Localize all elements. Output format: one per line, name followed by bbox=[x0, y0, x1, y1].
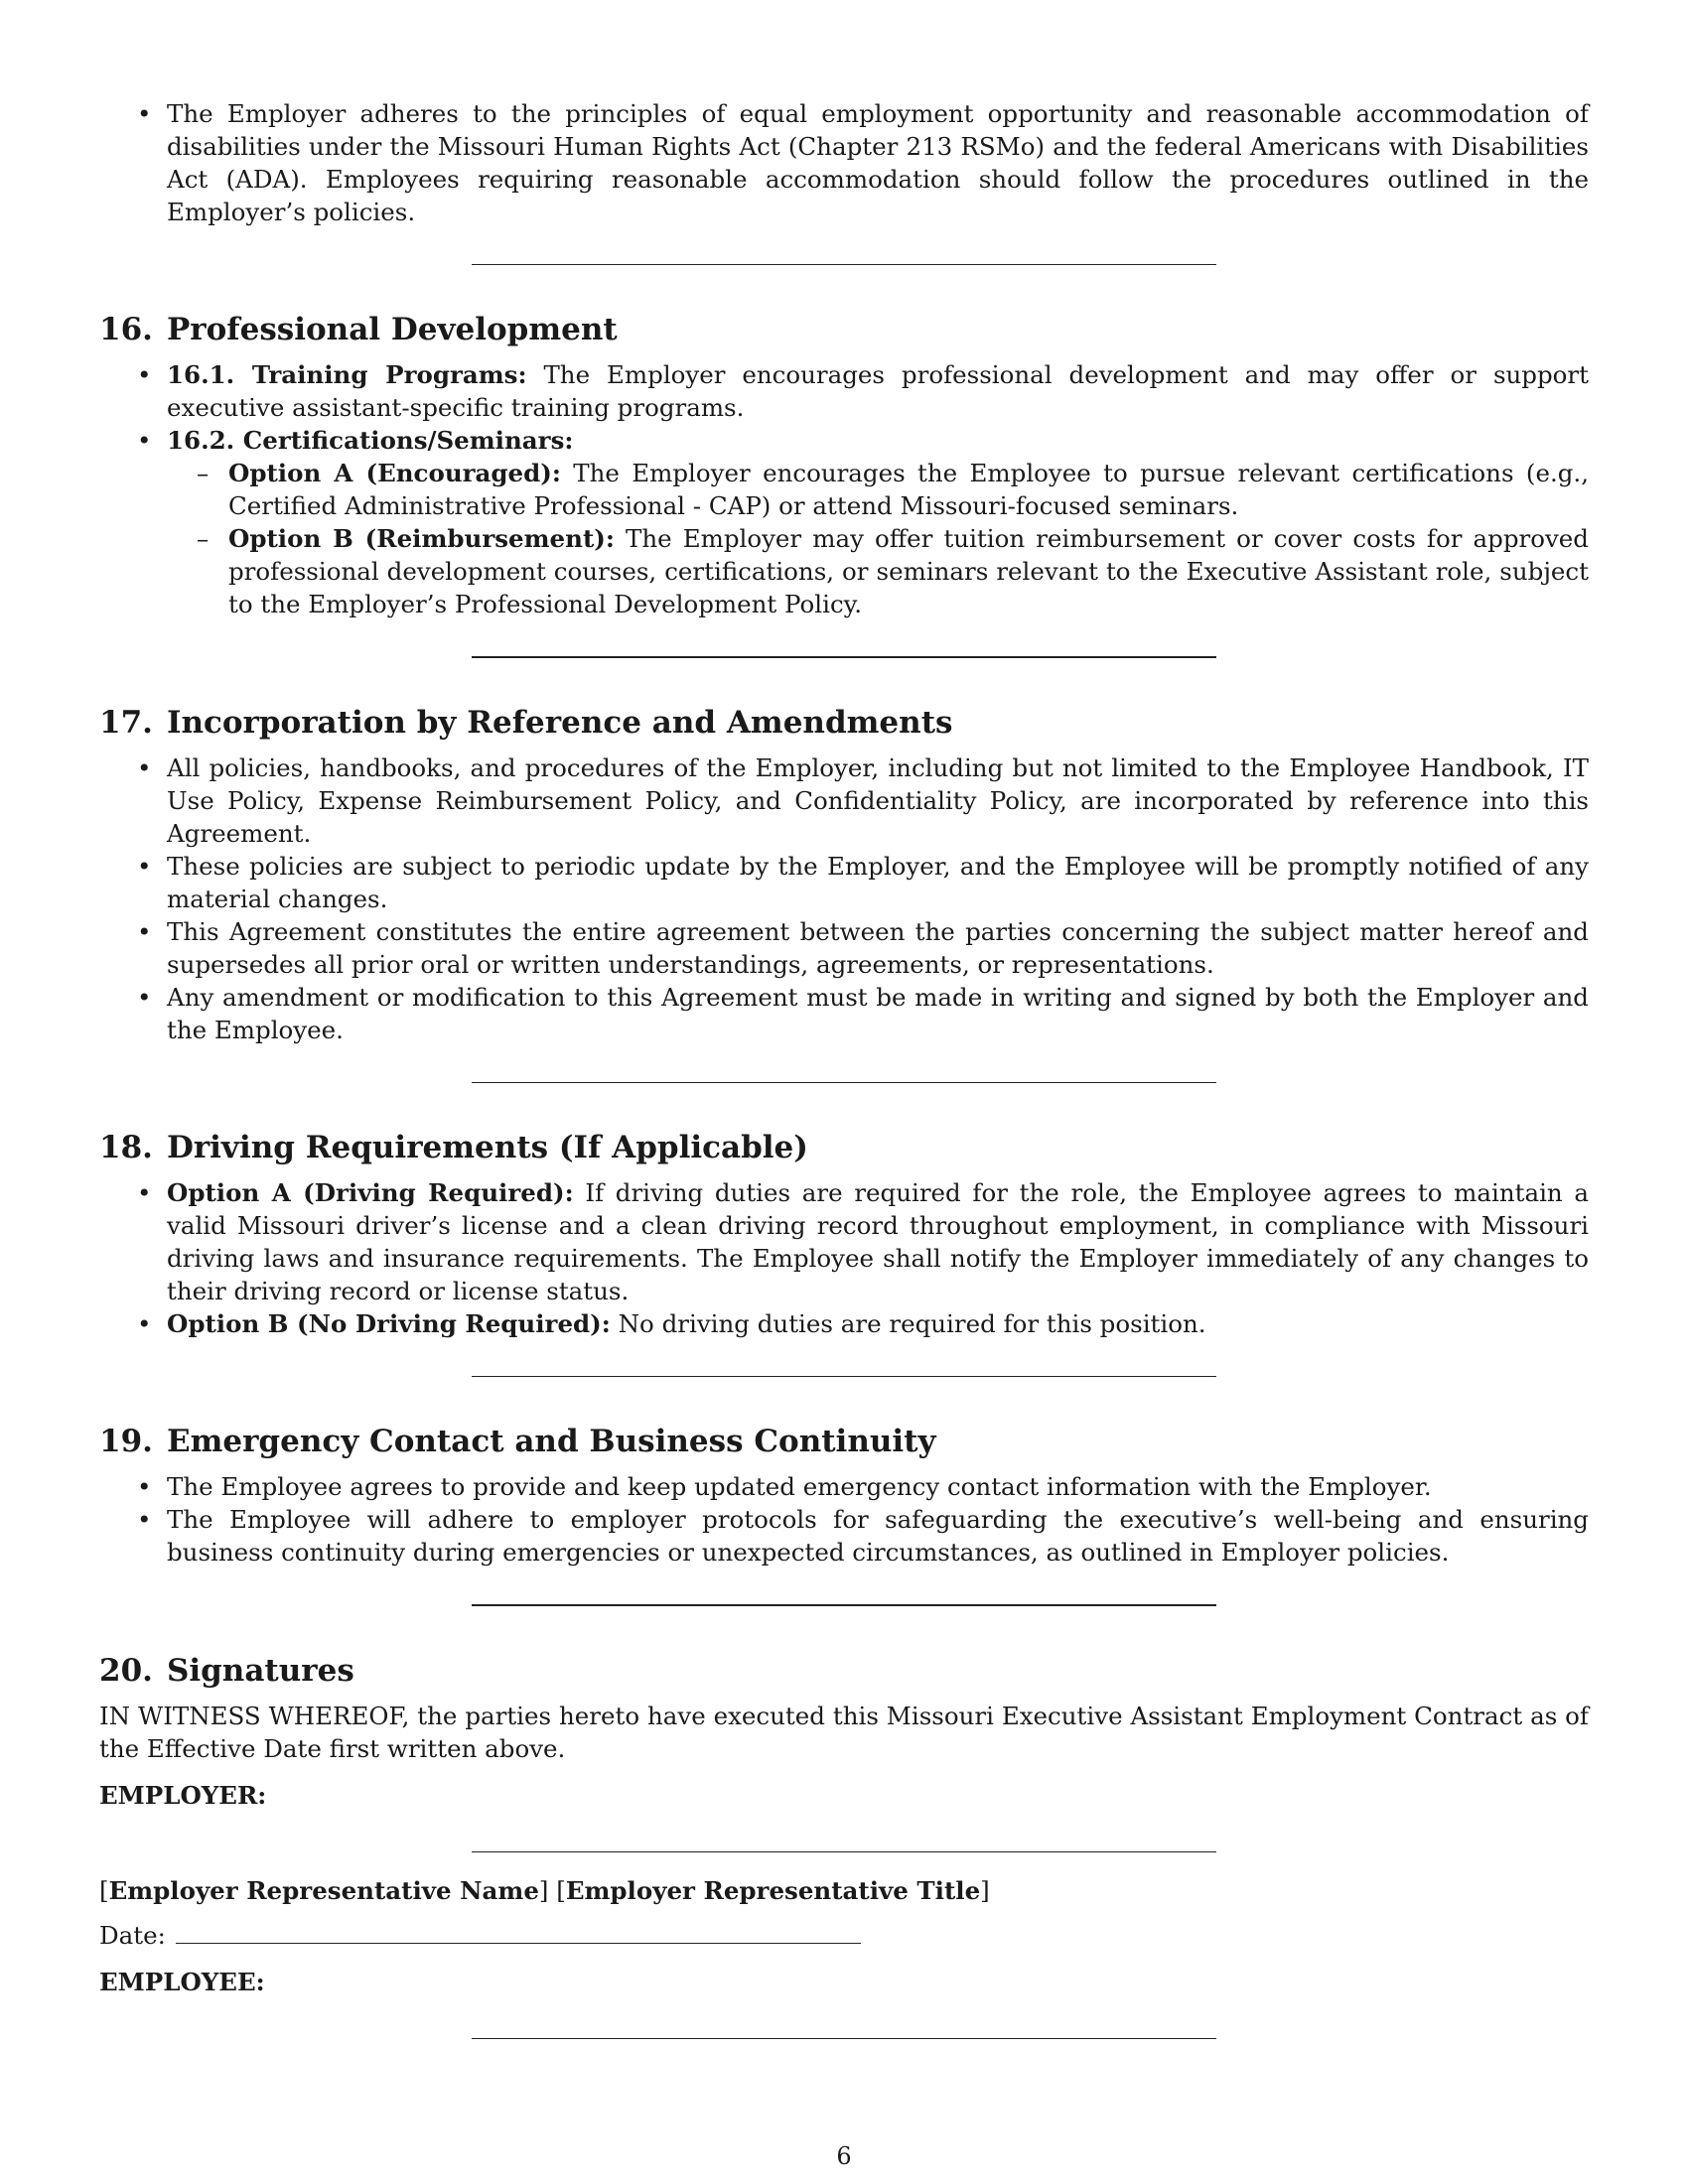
list-item: • This Agreement constitutes the entire agreement between the parties concerning the subject matter hereof and supersedes all prior oral or written understandings, agreements, or representations. bbox=[99, 915, 1589, 981]
list-item bbox=[99, 424, 1589, 620]
option-label: Option A (Driving Required): bbox=[167, 1178, 574, 1207]
section-title: Driving Requirements (If Applicable) bbox=[166, 1130, 808, 1165]
employee-signature-line[interactable] bbox=[472, 2038, 1216, 2039]
employer-representative bbox=[99, 1874, 1589, 1907]
section-number: 17. bbox=[99, 705, 153, 741]
sub-list-item bbox=[167, 457, 1589, 522]
sub-list bbox=[167, 457, 1589, 620]
section-20-heading bbox=[99, 1652, 1589, 1690]
bracket: ] [ bbox=[538, 1876, 566, 1905]
list-item: • All policies, handbooks, and procedures of the Employer, including but not limited to the Employee Handbook, IT Use Policy, Expense Reimbursement Policy, and Confidentiality Policy, are incorporated by reference into this Agreement. bbox=[99, 751, 1589, 850]
option-text: The Employer encourages the Employee to pursue relevant certifications (e.g., Certified Administrative Professional - CAP) or attend Missouri-focused seminars. bbox=[228, 459, 1589, 520]
sub-list-item bbox=[167, 522, 1589, 620]
section-number: 20. bbox=[99, 1653, 153, 1689]
representative-name-placeholder: Employer Representative Name bbox=[108, 1876, 539, 1905]
employer-signature-line[interactable] bbox=[472, 1851, 1216, 1852]
section-18-heading bbox=[99, 1129, 1589, 1166]
section-title: Incorporation by Reference and Amendments bbox=[166, 705, 953, 741]
list-item: • The Employee agrees to provide and keep updated emergency contact information with the Employer. bbox=[99, 1470, 1589, 1503]
section-17-heading bbox=[99, 704, 1589, 742]
section-17-list bbox=[99, 751, 1589, 1046]
list-item bbox=[99, 1307, 1589, 1340]
page-number: 6 bbox=[836, 2142, 852, 2170]
bracket: [ bbox=[99, 1876, 109, 1905]
option-label: Option A (Encouraged): bbox=[228, 459, 561, 487]
section-divider bbox=[472, 1604, 1216, 1606]
item-text: The Employer encourages professional development and may offer or support executive assistant-specific training programs. bbox=[167, 360, 1589, 422]
representative-title-placeholder: Employer Representative Title bbox=[565, 1876, 981, 1905]
section-title: Emergency Contact and Business Continuity bbox=[166, 1424, 936, 1459]
section-19-heading bbox=[99, 1423, 1589, 1460]
option-text: If driving duties are required for the role, the Employee agrees to maintain a valid Missouri driver’s license and a clean driving record throughout employment, in compliance with Missouri driving laws and insurance requirements. The Employee shall notify the Employer immediately of any changes to their driving record or license status. bbox=[167, 1178, 1589, 1305]
witness-paragraph: IN WITNESS WHEREOF, the parties hereto have executed this Missouri Executive Assistant Employment Contract as of the Effective Date first written above. bbox=[99, 1702, 1589, 1763]
option-text: No driving duties are required for this position. bbox=[610, 1309, 1206, 1338]
section-18-list bbox=[99, 1176, 1589, 1340]
list-item: • These policies are subject to periodic update by the Employer, and the Employee will be promptly notified of any material changes. bbox=[99, 850, 1589, 915]
document-page bbox=[99, 97, 1589, 2039]
list-item: • The Employee will adhere to employer protocols for safeguarding the executive’s well-being and ensuring business continuity during emergencies or unexpected circumstances, as outlined in Employer policies. bbox=[99, 1503, 1589, 1569]
intro-bullet: • The Employer adheres to the principles of equal employment opportunity and reasonable accommodation of disabilities under the Missouri Human Rights Act (Chapter 213 RSMo) and the federal Americans with Disabilities Act (ADA). Employees requiring reasonable accommodation should follow the procedures outlined in the Employer’s policies. bbox=[99, 97, 1589, 228]
section-number: 19. bbox=[99, 1424, 153, 1459]
intro-list bbox=[99, 97, 1589, 228]
employer-label: EMPLOYER: bbox=[99, 1781, 267, 1810]
date-line[interactable] bbox=[176, 1923, 861, 1944]
list-item bbox=[99, 1176, 1589, 1307]
option-label: Option B (Reimbursement): bbox=[228, 524, 615, 553]
section-divider bbox=[472, 1376, 1216, 1377]
bracket: ] bbox=[980, 1876, 990, 1905]
date-label: Date: bbox=[99, 1921, 166, 1950]
section-divider bbox=[472, 1082, 1216, 1083]
section-title: Signatures bbox=[166, 1653, 354, 1689]
section-title: Professional Development bbox=[166, 312, 618, 347]
section-number: 18. bbox=[99, 1130, 153, 1165]
section-number: 16. bbox=[99, 312, 153, 347]
section-divider bbox=[472, 264, 1216, 265]
section-16-list bbox=[99, 358, 1589, 620]
employee-label: EMPLOYEE: bbox=[99, 1968, 265, 1996]
item-label: 16.1. Training Programs: bbox=[167, 360, 527, 389]
item-label: 16.2. Certifications/Seminars: bbox=[167, 426, 574, 455]
option-label: Option B (No Driving Required): bbox=[167, 1309, 611, 1338]
list-item: • Any amendment or modification to this Agreement must be made in writing and signed by both the Employer and the Employee. bbox=[99, 981, 1589, 1046]
section-16-heading bbox=[99, 311, 1589, 348]
section-19-list bbox=[99, 1470, 1589, 1569]
list-item bbox=[99, 358, 1589, 424]
section-divider bbox=[472, 656, 1216, 658]
option-text: The Employer may offer tuition reimbursement or cover costs for approved professional development courses, certifications, or seminars relevant to the Executive Assistant role, subject to the Employer’s Professional Development Policy. bbox=[228, 524, 1589, 618]
date-row bbox=[99, 1919, 1589, 1952]
